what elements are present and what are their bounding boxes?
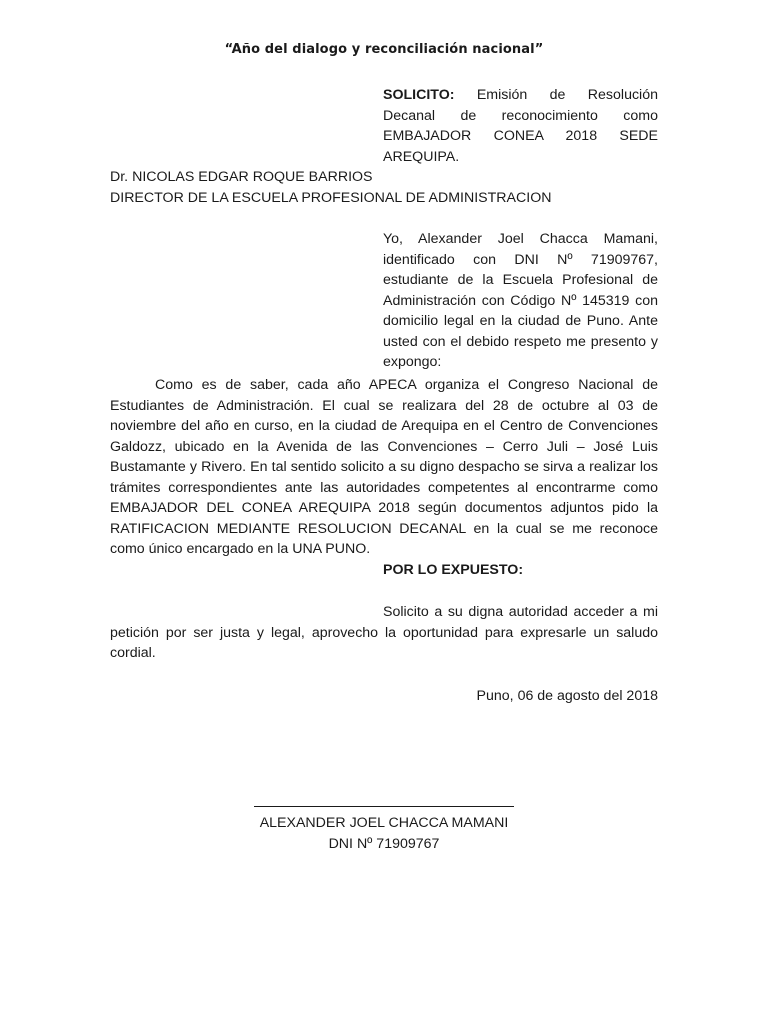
addressee-block: [110, 167, 670, 208]
addressee-title: DIRECTOR DE LA ESCUELA PROFESIONAL DE ADMINISTRACION: [110, 189, 552, 206]
header-motto: “Año del dialogo y reconciliación nacional”: [224, 42, 544, 57]
expuesto-heading: POR LO EXPUESTO:: [383, 562, 524, 578]
date-line: Puno, 06 de agosto del 2018: [476, 688, 658, 704]
main-paragraph: Como es de saber, cada año APECA organiza el Congreso Nacional de Estudiantes de Administración. El cual se realizara del 28 de octubre al 03 de noviembre del año en curso, en la ciudad de Arequipa en el Centro de Convenciones Galdozz, ubicado en la Avenida de las Convenciones – Cerro Juli – José Luis Bustamante y Rivero. En tal sentido solicito a su digno despacho se sirva a realizar los trámites correspondientes ante las autoridades competentes al encontrarme como EMBAJADOR DEL CONEA AREQUIPA 2018 según documentos adjuntos pido la RATIFICACION MEDIANTE RESOLUCION DECANAL en la cual se me reconoce como único encargado en la UNA PUNO.: [110, 377, 658, 557]
subject-text: Emisión de Resolución Decanal de reconocimiento como EMBAJADOR CONEA 2018 SEDE AREQUIPA.: [383, 87, 658, 165]
subject-block: [383, 85, 658, 167]
signature-line: [254, 806, 514, 807]
addressee-name: Dr. NICOLAS EDGAR ROQUE BARRIOS: [110, 169, 373, 185]
subject-label: SOLICITO:: [383, 87, 455, 103]
closing-paragraph: Solicito a su digna autoridad acceder a mi petición por ser justa y legal, aprovecho la oportunidad para expresarle un saludo cordial.: [110, 604, 658, 661]
intro-paragraph: Yo, Alexander Joel Chacca Mamani, identificado con DNI Nº 71909767, estudiante de la Escuela Profesional de Administración con Código Nº 145319 con domicilio legal en la ciudad de Puno. Ante usted con el debido respeto me presento y expongo:: [383, 231, 658, 370]
signature-dni: DNI Nº 71909767: [328, 836, 440, 852]
signature-name: ALEXANDER JOEL CHACCA MAMANI: [259, 815, 509, 831]
